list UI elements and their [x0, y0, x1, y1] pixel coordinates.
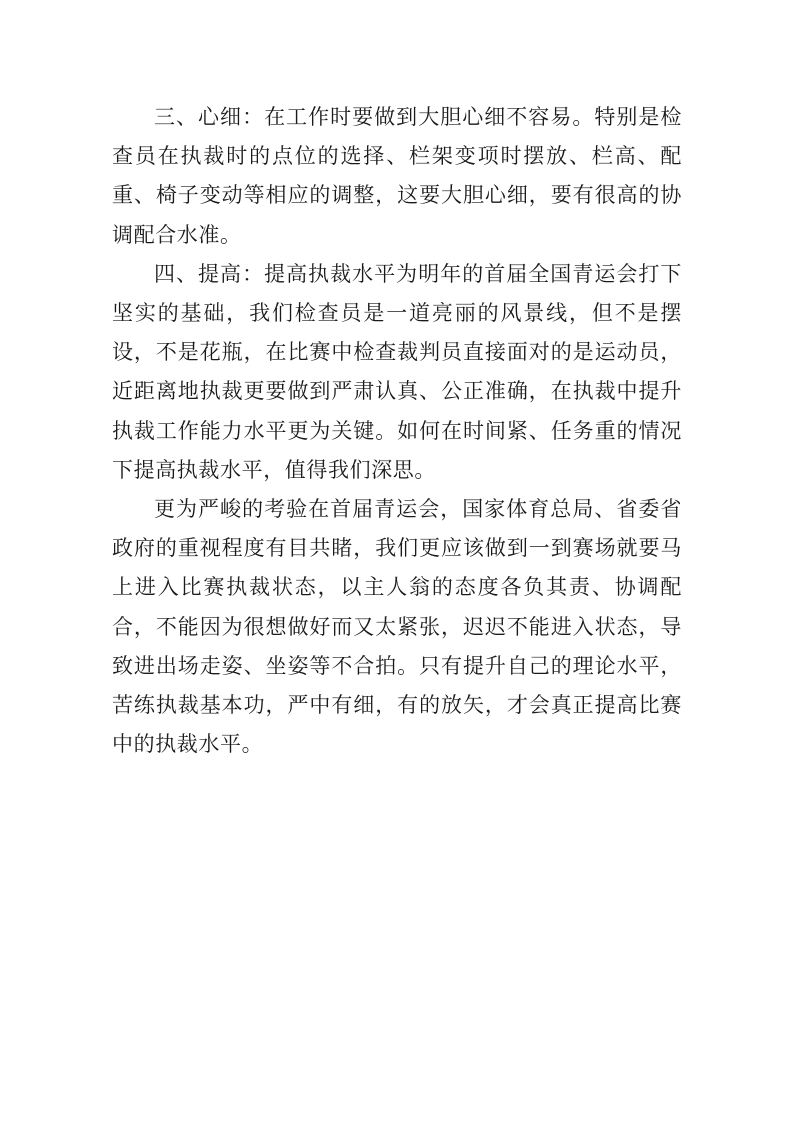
paragraph-improvement: 四、提高：提高执裁水平为明年的首届全国青运会打下坚实的基础，我们检查员是一道亮丽的风景线，但不是摆设，不是花瓶，在比赛中检查裁判员直接面对的是运动员，近距离地执裁更要做到严肃认真、公正准确，在执裁中提升执裁工作能力水平更为关键。如何在时间紧、任务重的情况下提高执裁水平，值得我们深思。 [112, 261, 682, 482]
paragraph-attention-to-detail: 三、心细：在工作时要做到大胆心细不容易。特别是检查员在执裁时的点位的选择、栏架变项时摆放、栏高、配重、椅子变动等相应的调整，这要大胆心细，要有很高的协调配合水准。 [112, 105, 682, 247]
paragraph-youth-games-challenge: 更为严峻的考验在首届青运会，国家体育总局、省委省政府的重视程度有目共睹，我们更应该做到一到赛场就要马上进入比赛执裁状态，以主人翁的态度各负其责、协调配合，不能因为很想做好而又太紧张，迟迟不能进入状态，导致进出场走姿、坐姿等不合拍。只有提升自己的理论水平，苦练执裁基本功，严中有细，有的放矢，才会真正提高比赛中的执裁水平。 [112, 497, 682, 757]
document-body [112, 98, 682, 764]
